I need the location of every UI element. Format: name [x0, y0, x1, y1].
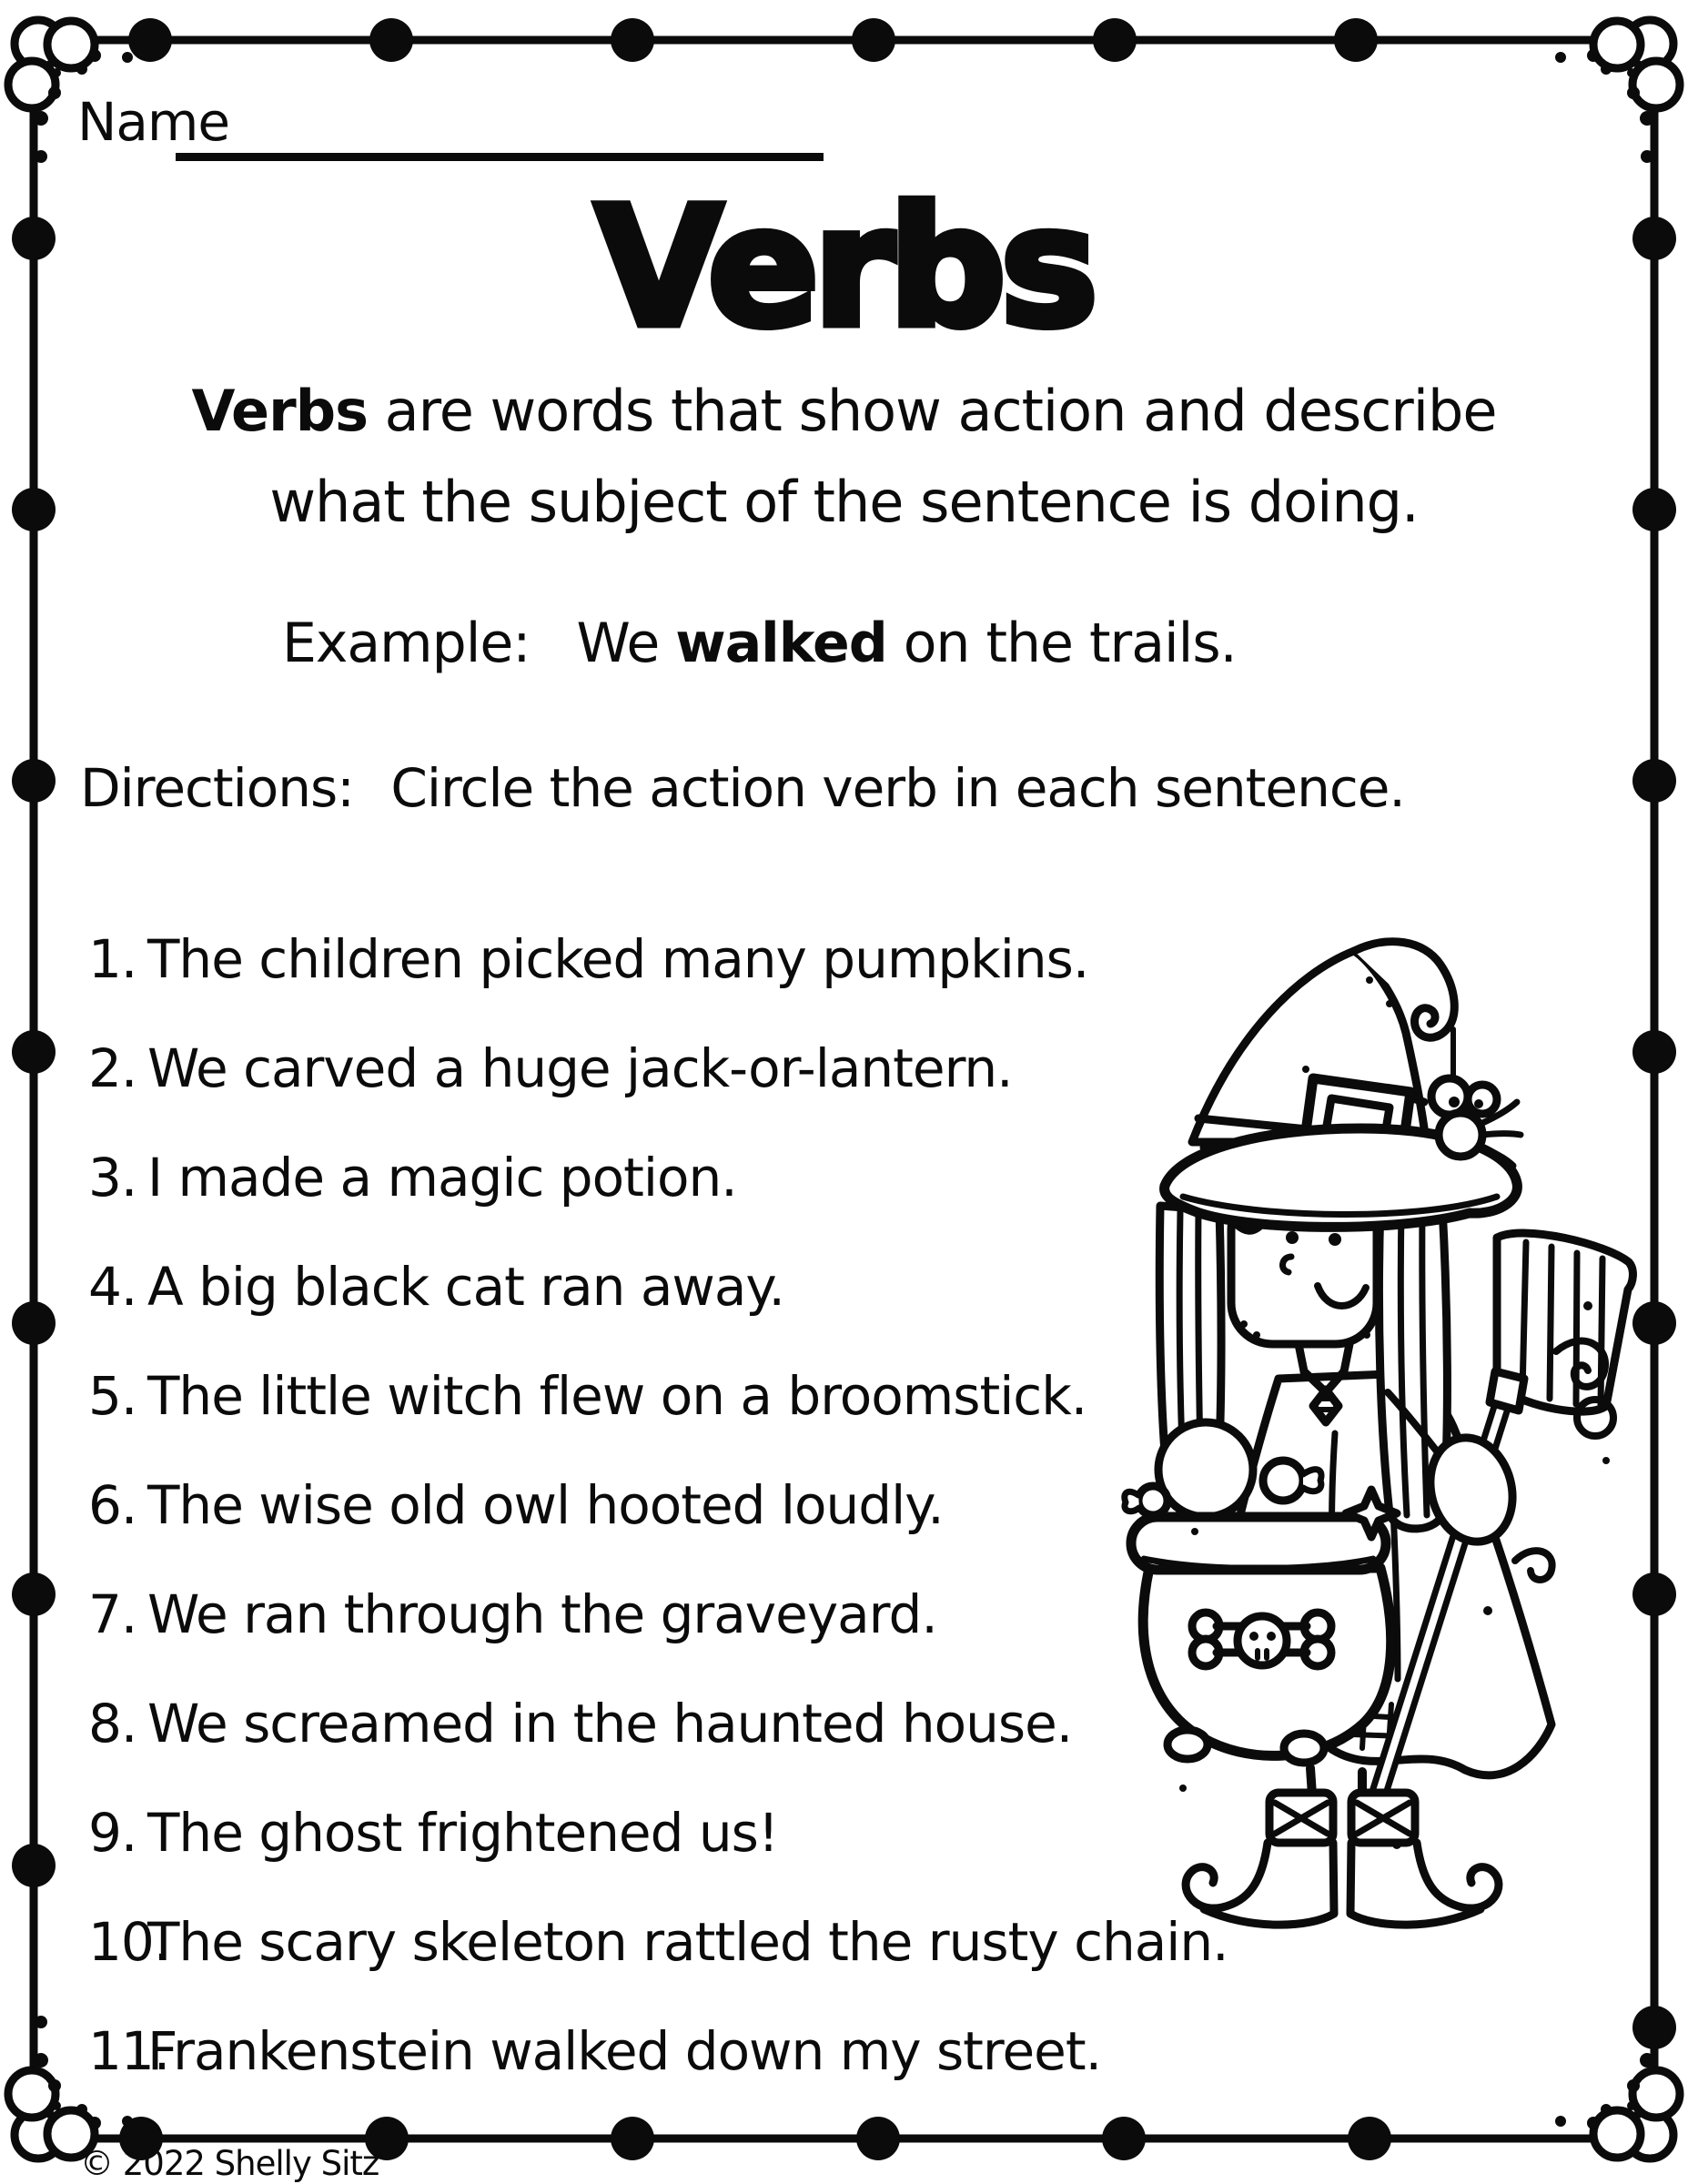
item-number: 3. [88, 1147, 137, 1208]
item-sentence: We ran through the graveyard. [147, 1583, 937, 1645]
definition-text [0, 366, 1688, 548]
item-sentence: We carved a huge jack-or-lantern. [147, 1037, 1013, 1099]
directions-text: Circle the action verb in each sentence. [390, 757, 1405, 819]
item-sentence: We screamed in the haunted house. [147, 1693, 1073, 1754]
example-post: on the trails. [903, 612, 1237, 675]
definition-line1: are words that show action and describe [384, 378, 1497, 444]
definition-line2: what the subject of the sentence is doing. [269, 469, 1419, 535]
example-pre: We [576, 612, 660, 675]
example-verb-bold: walked [675, 612, 887, 675]
definition-keyword: Verbs [191, 378, 368, 444]
item-number: 2. [88, 1037, 137, 1099]
witch-boots [1186, 1793, 1499, 1925]
directions-label: Directions: [80, 757, 354, 819]
item-number: 11. [88, 2020, 170, 2082]
item-number: 1. [88, 928, 137, 990]
item-sentence: The wise old owl hooted loudly. [147, 1474, 944, 1536]
example-label: Example: [282, 612, 531, 675]
bone-skull-emblem [1192, 1613, 1331, 1666]
example-row [282, 612, 1237, 675]
item-sentence: The scary skeleton rattled the rusty chain. [147, 1911, 1228, 1973]
item-sentence: The little witch flew on a broomstick. [147, 1365, 1087, 1427]
item-sentence: A big black cat ran away. [147, 1256, 784, 1318]
item-number: 10. [88, 1911, 170, 1973]
item-number: 8. [88, 1693, 137, 1754]
page-title: Verbs [595, 173, 1093, 363]
name-blank-line [176, 153, 824, 161]
item-sentence: I made a magic potion. [147, 1147, 737, 1208]
broom-brush [1490, 1233, 1632, 1411]
item-number: 6. [88, 1474, 137, 1536]
name-row [77, 91, 229, 153]
name-label: Name [77, 91, 230, 153]
witch-clipart [1097, 924, 1643, 1961]
item-number: 5. [88, 1365, 137, 1427]
item-sentence: The ghost frightened us! [147, 1802, 779, 1864]
item-number: 7. [88, 1583, 137, 1645]
item-number: 9. [88, 1802, 137, 1864]
list-item [0, 2020, 1688, 2093]
item-sentence: Frankenstein walked down my street. [147, 2020, 1102, 2082]
copyright-text: © 2022 Shelly Sitz [80, 2144, 379, 2183]
item-number: 4. [88, 1256, 137, 1318]
directions-row [80, 757, 1405, 819]
spider-icon [1431, 1029, 1521, 1166]
item-sentence: The children picked many pumpkins. [147, 928, 1089, 990]
